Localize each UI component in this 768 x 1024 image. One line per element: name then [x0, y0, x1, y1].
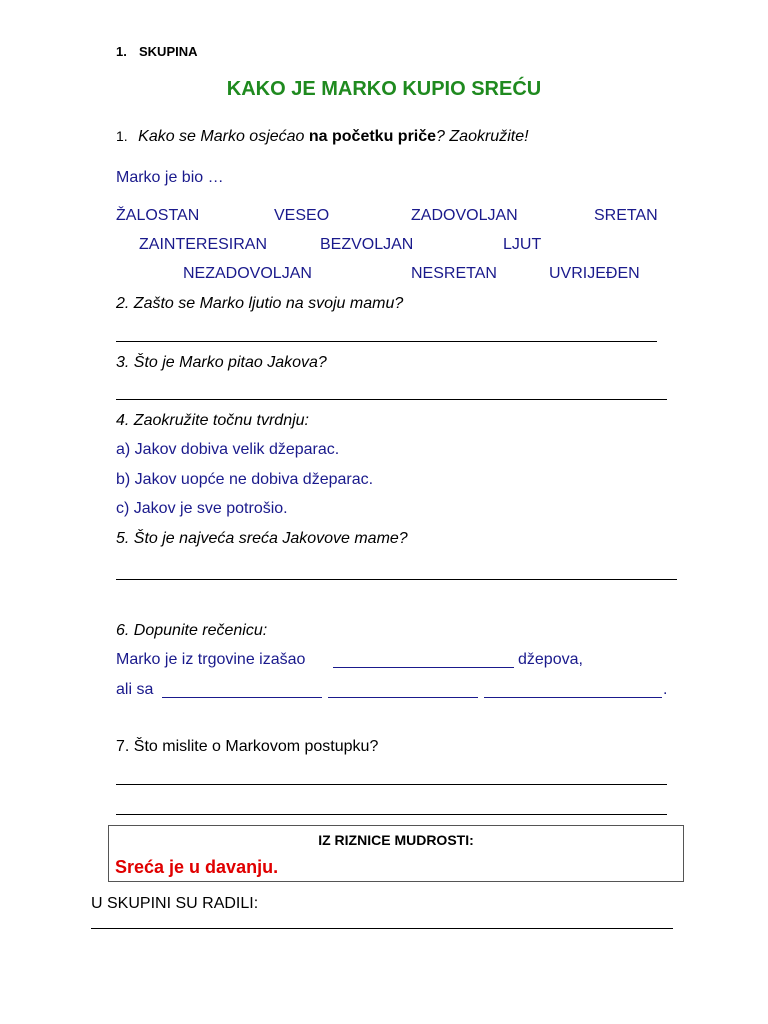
word-option[interactable]: BEZVOLJAN [320, 236, 414, 253]
question-3: 3. Što je Marko pitao Jakova? [116, 354, 327, 371]
q1-text-after: ? Zaokružite! [436, 128, 529, 145]
answer-line-q5[interactable] [116, 579, 677, 580]
question-6: 6. Dopunite rečenicu: [116, 622, 268, 639]
question-5: 5. Što je najveća sreća Jakovove mame? [116, 530, 408, 547]
q6-line2-end: . [663, 681, 668, 698]
word-option[interactable]: LJUT [503, 236, 542, 253]
word-option[interactable]: ŽALOSTAN [116, 207, 200, 224]
word-option[interactable]: ZAINTERESIRAN [139, 236, 268, 253]
q1-text-bold: na početku priče [308, 128, 437, 145]
q4-option-a[interactable]: a) Jakov dobiva velik džeparac. [116, 441, 340, 458]
question-7: 7. Što mislite o Markovom postupku? [116, 738, 379, 755]
word-option[interactable]: ZADOVOLJAN [411, 207, 518, 224]
word-option[interactable]: SRETAN [594, 207, 658, 224]
q1-lead: Marko je bio … [116, 169, 224, 186]
footer-label: U SKUPINI SU RADILI: [91, 895, 259, 912]
question-2: 2. Zašto se Marko ljutio na svoju mamu? [116, 295, 404, 312]
blank-line[interactable] [328, 697, 478, 698]
answer-line-q3[interactable] [116, 399, 667, 400]
blank-line[interactable] [484, 697, 662, 698]
answer-line-q2[interactable] [116, 341, 657, 342]
q4-option-b[interactable]: b) Jakov uopće ne dobiva džeparac. [116, 471, 374, 488]
blank-line[interactable] [333, 667, 514, 668]
wisdom-quote: Sreća je u davanju. [115, 857, 279, 877]
group-members-line[interactable] [91, 928, 673, 929]
q1-text-before: Kako se Marko osjećao [138, 128, 309, 145]
question-1 [116, 128, 529, 146]
wisdom-heading: IZ RIZNICE MUDROSTI: [318, 832, 474, 848]
header-number: 1. [116, 44, 127, 59]
wisdom-box [108, 825, 684, 882]
q6-line2-start: ali sa [116, 681, 154, 698]
q6-line1-end: džepova, [518, 651, 583, 668]
blank-line[interactable] [162, 697, 322, 698]
word-option[interactable]: NEZADOVOLJAN [183, 265, 312, 282]
q1-number: 1. [116, 128, 128, 144]
q4-option-c[interactable]: c) Jakov je sve potrošio. [116, 500, 288, 517]
page-title: KAKO JE MARKO KUPIO SREĆU [226, 78, 542, 100]
question-4: 4. Zaokružite točnu tvrdnju: [116, 412, 309, 429]
word-option[interactable]: NESRETAN [411, 265, 497, 282]
answer-line-q7[interactable] [116, 814, 667, 815]
answer-line-q7[interactable] [116, 784, 667, 785]
word-option[interactable]: VESEO [274, 207, 330, 224]
header-group: SKUPINA [139, 44, 198, 59]
word-option[interactable]: UVRIJEĐEN [549, 265, 640, 282]
q6-line1-start: Marko je iz trgovine izašao [116, 651, 306, 668]
